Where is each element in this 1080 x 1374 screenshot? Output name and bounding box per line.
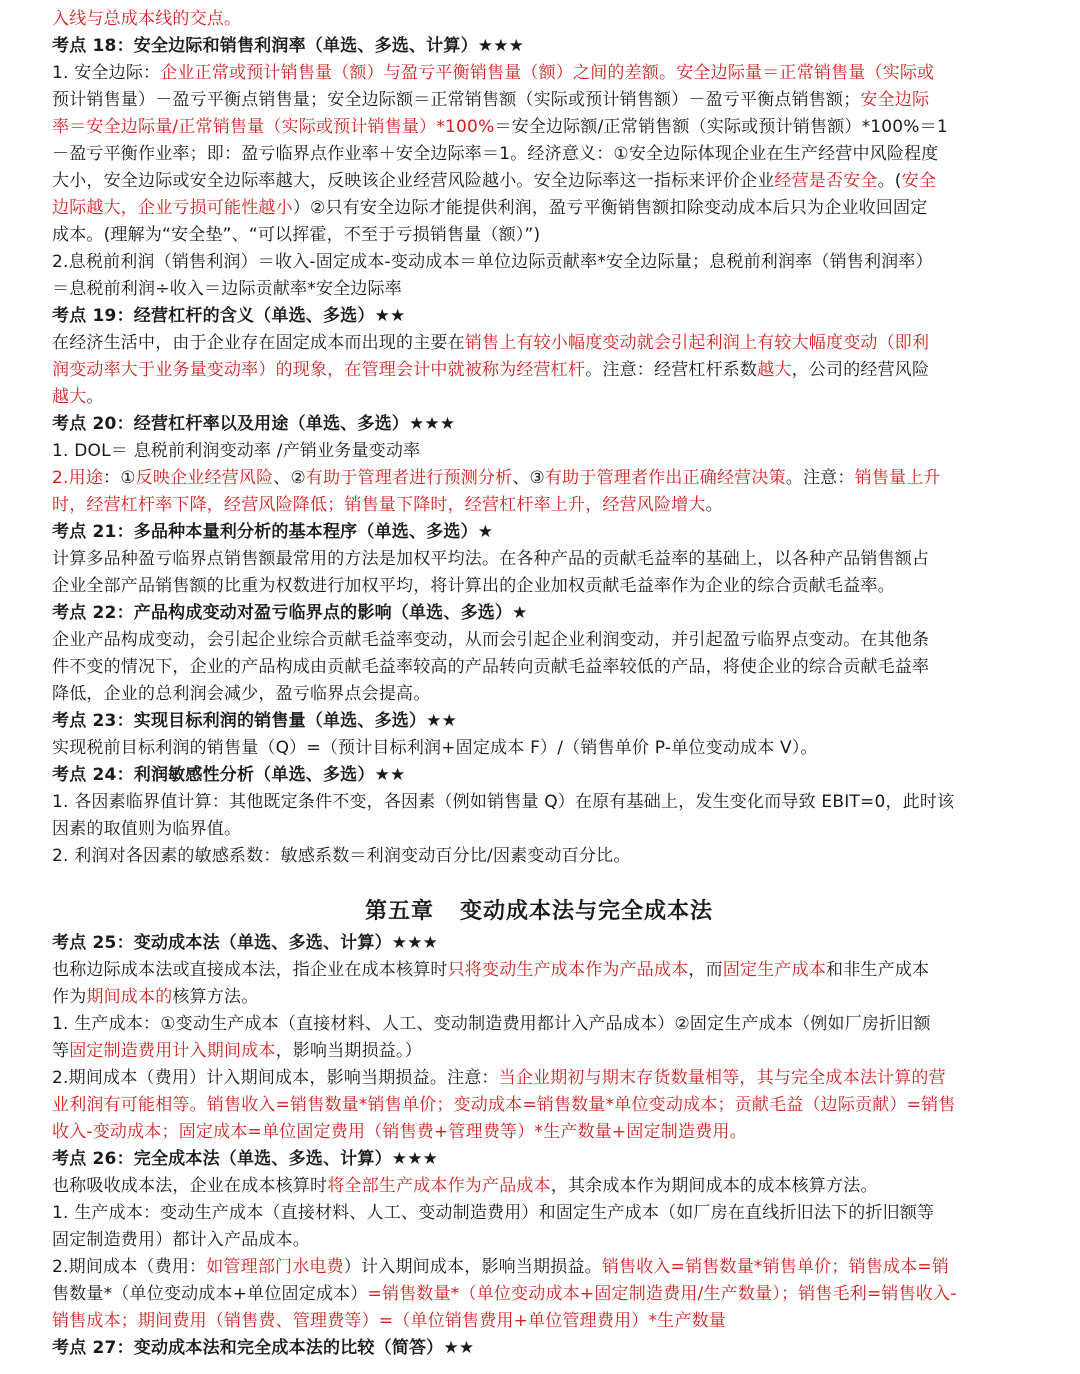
body-text: 固定制造费用）都计入产品成本。 [52, 1230, 310, 1250]
body-text: ）②只有安全边际才能提供利润，盈亏平衡销售额扣除变动成本后只为企业收回固定 [292, 198, 928, 218]
text-line [52, 546, 1026, 573]
text-line [52, 1227, 1026, 1254]
highlight-text: 安全边际 [860, 90, 930, 110]
body-text: ，其余成本作为期间成本的成本核算方法。 [550, 1176, 878, 1196]
body-text: 售数量*（单位变动成本+单位固定成本） [52, 1284, 368, 1304]
text-line [52, 1065, 1026, 1092]
text-line [52, 222, 1026, 249]
body-text: 企业全部产品销售额的比重为权数进行加权平均，将计算出的企业加权贡献毛益率作为企业的综合贡献毛益率。 [52, 576, 895, 596]
section-chapter-5 [52, 930, 1026, 1362]
section-chapter-4-tail [52, 6, 1026, 870]
highlight-text: 有助于管理者进行预测分析 [305, 468, 513, 488]
body-text: 1. 生产成本：①变动生产成本（直接材料、人工、变动制造费用都计入产品成本）②固定生产成本（例如厂房折旧额 [52, 1014, 931, 1034]
body-text: 、② [273, 468, 306, 488]
highlight-text: 收入-变动成本；固定成本=单位固定费用（销售费+管理费等）*生产数量+固定制造费用。 [52, 1122, 747, 1142]
chapter-number: 第五章 [364, 899, 434, 924]
topic-heading [52, 1335, 1026, 1362]
body-text: 2.期间成本（费用： [52, 1257, 207, 1277]
topic-heading [52, 1146, 1026, 1173]
chapter-title: 变动成本法与完全成本法 [460, 899, 714, 924]
highlight-text: 销售成本；期间费用（销售费、管理费等）=（单位销售费用+单位管理费用）*生产数量 [52, 1311, 726, 1331]
body-text: 。注意：经营杠杆系数 [585, 360, 758, 380]
highlight-text: 越大 [52, 387, 87, 407]
highlight-text: 固定生产成本 [722, 960, 827, 980]
highlight-text: 销售收入=销售数量*销售单价；销售成本=销 [601, 1257, 950, 1277]
text-line [52, 114, 1026, 141]
body-text: 1. DOL＝ 息税前利润变动率 /产销业务量变动率 [52, 441, 421, 461]
topic-heading [52, 33, 1026, 60]
body-text: 在经济生活中，由于企业存在固定成本而出现的主要在 [52, 333, 465, 353]
body-text: 。 [705, 495, 723, 515]
highlight-text: 期间成本的 [86, 987, 173, 1007]
body-text: ；安全边际额＝正常销售额（实际或预计销售额）－盈亏平衡点销售额； [310, 90, 861, 110]
text-line [52, 195, 1026, 222]
text-line [52, 60, 1026, 87]
chapter-heading [52, 894, 1026, 930]
highlight-text: 越大 [757, 360, 792, 380]
body-text: ：① [103, 468, 136, 488]
body-text: 降低，企业的总利润会减少，盈亏临界点会提高。 [52, 684, 431, 704]
highlight-text: 安全 [901, 171, 937, 191]
highlight-text: 反映企业经营风险 [135, 468, 274, 488]
heading-text: 考点 25：变动成本法（单选、多选、计算）★★★ [52, 933, 439, 953]
body-text: 等 [52, 1041, 70, 1061]
highlight-text: =销售数量*（单位变动成本+固定制造费用/生产数量）；销售毛利=销售收入- [367, 1284, 957, 1304]
text-line [52, 6, 1026, 33]
topic-heading [52, 411, 1026, 438]
text-line [52, 1308, 1026, 1335]
body-text: 企业产品构成变动，会引起企业综合贡献毛益率变动，从而会引起企业利润变动，并引起盈亏临界点变动。在其他条 [52, 630, 930, 650]
body-text: －盈亏平衡作业率；即：盈亏临界点作业率＋安全边际率＝1。经济意义：①安全边际体现企业在生产经营中风险程度 [52, 144, 939, 164]
text-line [52, 1011, 1026, 1038]
body-text: 核算方法。 [172, 987, 259, 1007]
text-line [52, 87, 1026, 114]
text-line [52, 141, 1026, 168]
highlight-text: 将全部生产成本作为产品成本 [327, 1176, 551, 1196]
highlight-text: 润变动率大于业务量变动率）的现象，在管理会计中就被称为经营杠杆 [52, 360, 586, 380]
body-text: 成本。(理解为“安全垫”、“可以挥霍，不至于亏损销售量（额）”) [52, 225, 541, 245]
body-text: 。注意： [785, 468, 855, 488]
highlight-text: 经营是否安全 [774, 171, 878, 191]
body-text: ，而 [688, 960, 723, 980]
topic-heading [52, 303, 1026, 330]
body-text: 2.期间成本（费用）计入期间成本，影响当期损益。注意： [52, 1068, 499, 1088]
body-text: ）计入期间成本，影响当期损益。 [343, 1257, 602, 1277]
highlight-text: 如管理部门水电费 [206, 1257, 344, 1277]
text-line [52, 1092, 1026, 1119]
text-line [52, 357, 1026, 384]
body-text: 实现税前目标利润的销售量（Q）=（预计目标利润+固定成本 F）/（销售单价 P-单位变动成本 V）。 [52, 738, 818, 758]
text-line [52, 681, 1026, 708]
body-text: 。( [877, 171, 902, 191]
heading-text: 考点 27：变动成本法和完全成本法的比较（简答）★★ [52, 1338, 475, 1358]
text-line [52, 843, 1026, 870]
body-text: 1. 安全边际： [52, 63, 161, 83]
body-text: 、③ [512, 468, 545, 488]
text-line [52, 1038, 1026, 1065]
text-line [52, 1173, 1026, 1200]
topic-heading [52, 519, 1026, 546]
text-line [52, 168, 1026, 195]
body-text: 2. 利润对各因素的敏感系数：敏感系数＝利润变动百分比/因素变动百分比。 [52, 846, 631, 866]
highlight-text: 销售上有较小幅度变动就会引起利润上有较大幅度变动（即利 [464, 333, 930, 353]
highlight-text: 2.用途 [52, 468, 104, 488]
topic-heading [52, 708, 1026, 735]
body-text: 大小，安全边际或安全边际率越大，反映该企业经营风险越小。安全边际率这一指标来评价企业 [52, 171, 775, 191]
heading-text: 考点 20：经营杠杆率以及用途（单选、多选）★★★ [52, 414, 456, 434]
body-text: 件不变的情况下，企业的产品构成由贡献毛益率较高的产品转向贡献毛益率较低的产品，将使企业的综合贡献毛益率 [52, 657, 930, 677]
text-line [52, 957, 1026, 984]
heading-text: 考点 18：安全边际和销售利润率（单选、多选、计算）★★★ [52, 36, 525, 56]
body-text: 和非生产成本 [826, 960, 930, 980]
text-line [52, 438, 1026, 465]
highlight-text: 率＝安全边际量/正常销售量（实际或预计销售量）*100% [52, 117, 495, 137]
text-line [52, 735, 1026, 762]
highlight-text: 有助于管理者作出正确经营决策 [544, 468, 786, 488]
text-line [52, 1119, 1026, 1146]
text-line [52, 330, 1026, 357]
highlight-text: 固定制造费用计入期间成本 [69, 1041, 276, 1061]
text-line [52, 276, 1026, 303]
topic-heading [52, 762, 1026, 789]
heading-text: 考点 24：利润敏感性分析（单选、多选）★★ [52, 765, 406, 785]
topic-heading [52, 600, 1026, 627]
heading-text: 考点 26：完全成本法（单选、多选、计算）★★★ [52, 1149, 439, 1169]
body-text: 计算多品种盈亏临界点销售额最常用的方法是加权平均法。在各种产品的贡献毛益率的基础上，以各种产品销售额占 [52, 549, 930, 569]
body-text: 2.息税前利润（销售利润）＝收入-固定成本-变动成本＝单位边际贡献率*安全边际量；息税前利润率（销售利润率） [52, 252, 933, 272]
text-line [52, 654, 1026, 681]
text-line [52, 1200, 1026, 1227]
heading-text: 考点 22：产品构成变动对盈亏临界点的影响（单选、多选）★ [52, 603, 528, 623]
highlight-text: 企业正常或预计销售量（额）与盈亏平衡销售量（额）之间的差额。安全边际量＝正常销售量（实际或 [160, 63, 935, 83]
highlight-text: 业利润有可能相等。销售收入=销售数量*销售单价；变动成本=销售数量*单位变动成本；贡献毛益（边际贡献）=销售 [52, 1095, 956, 1115]
highlight-text: 边际越大，企业亏损可能性越小 [52, 198, 293, 218]
text-line [52, 1254, 1026, 1281]
body-text: 1. 各因素临界值计算：其他既定条件不变，各因素（例如销售量 Q）在原有基础上，发生变化而导致 EBIT=0，此时该 [52, 792, 955, 812]
body-text: 1. 生产成本：变动生产成本（直接材料、人工、变动制造费用）和固定生产成本（如厂房在直线折旧法下的折旧额等 [52, 1203, 935, 1223]
body-text: ＝安全边际额/正常销售额（实际或预计销售额）*100%＝1 [494, 117, 948, 137]
text-line [52, 249, 1026, 276]
body-text: 也称吸收成本法，企业在成本核算时 [52, 1176, 328, 1196]
text-line [52, 492, 1026, 519]
body-text: 作为 [52, 987, 87, 1007]
text-line [52, 984, 1026, 1011]
highlight-text: 只将变动生产成本作为产品成本 [447, 960, 689, 980]
highlight-text: 当企业期初与期末存货数量相等，其与完全成本法计算的营 [498, 1068, 946, 1088]
text-line [52, 573, 1026, 600]
text-line [52, 465, 1026, 492]
text-line [52, 627, 1026, 654]
topic-heading [52, 930, 1026, 957]
text-line [52, 1281, 1026, 1308]
highlight-text: 时，经营杠杆率下降，经营风险降低；销售量下降时，经营杠杆率上升，经营风险增大 [52, 495, 706, 515]
heading-text: 考点 23：实现目标利润的销售量（单选、多选）★★ [52, 711, 458, 731]
body-text: 因素的取值则为临界值。 [52, 819, 242, 839]
body-text: ＝息税前利润÷收入＝边际贡献率*安全边际率 [52, 279, 402, 299]
body-text: 预计销售量）－盈亏平衡点销售量 [52, 90, 310, 110]
body-text: 也称边际成本法或直接成本法，指企业在成本核算时 [52, 960, 448, 980]
text-line [52, 816, 1026, 843]
text-line [52, 384, 1026, 411]
text-line [52, 789, 1026, 816]
body-text: 。 [86, 387, 104, 407]
heading-text: 考点 21：多品种本量利分析的基本程序（单选、多选）★ [52, 522, 494, 542]
highlight-text: 销售量上升 [854, 468, 941, 488]
heading-text: 考点 19：经营杠杆的含义（单选、多选）★★ [52, 306, 406, 326]
highlight-text: 入线与总成本线的交点。 [52, 9, 242, 29]
body-text: ，公司的经营风险 [791, 360, 930, 380]
body-text: ，影响当期损益。） [275, 1041, 422, 1061]
